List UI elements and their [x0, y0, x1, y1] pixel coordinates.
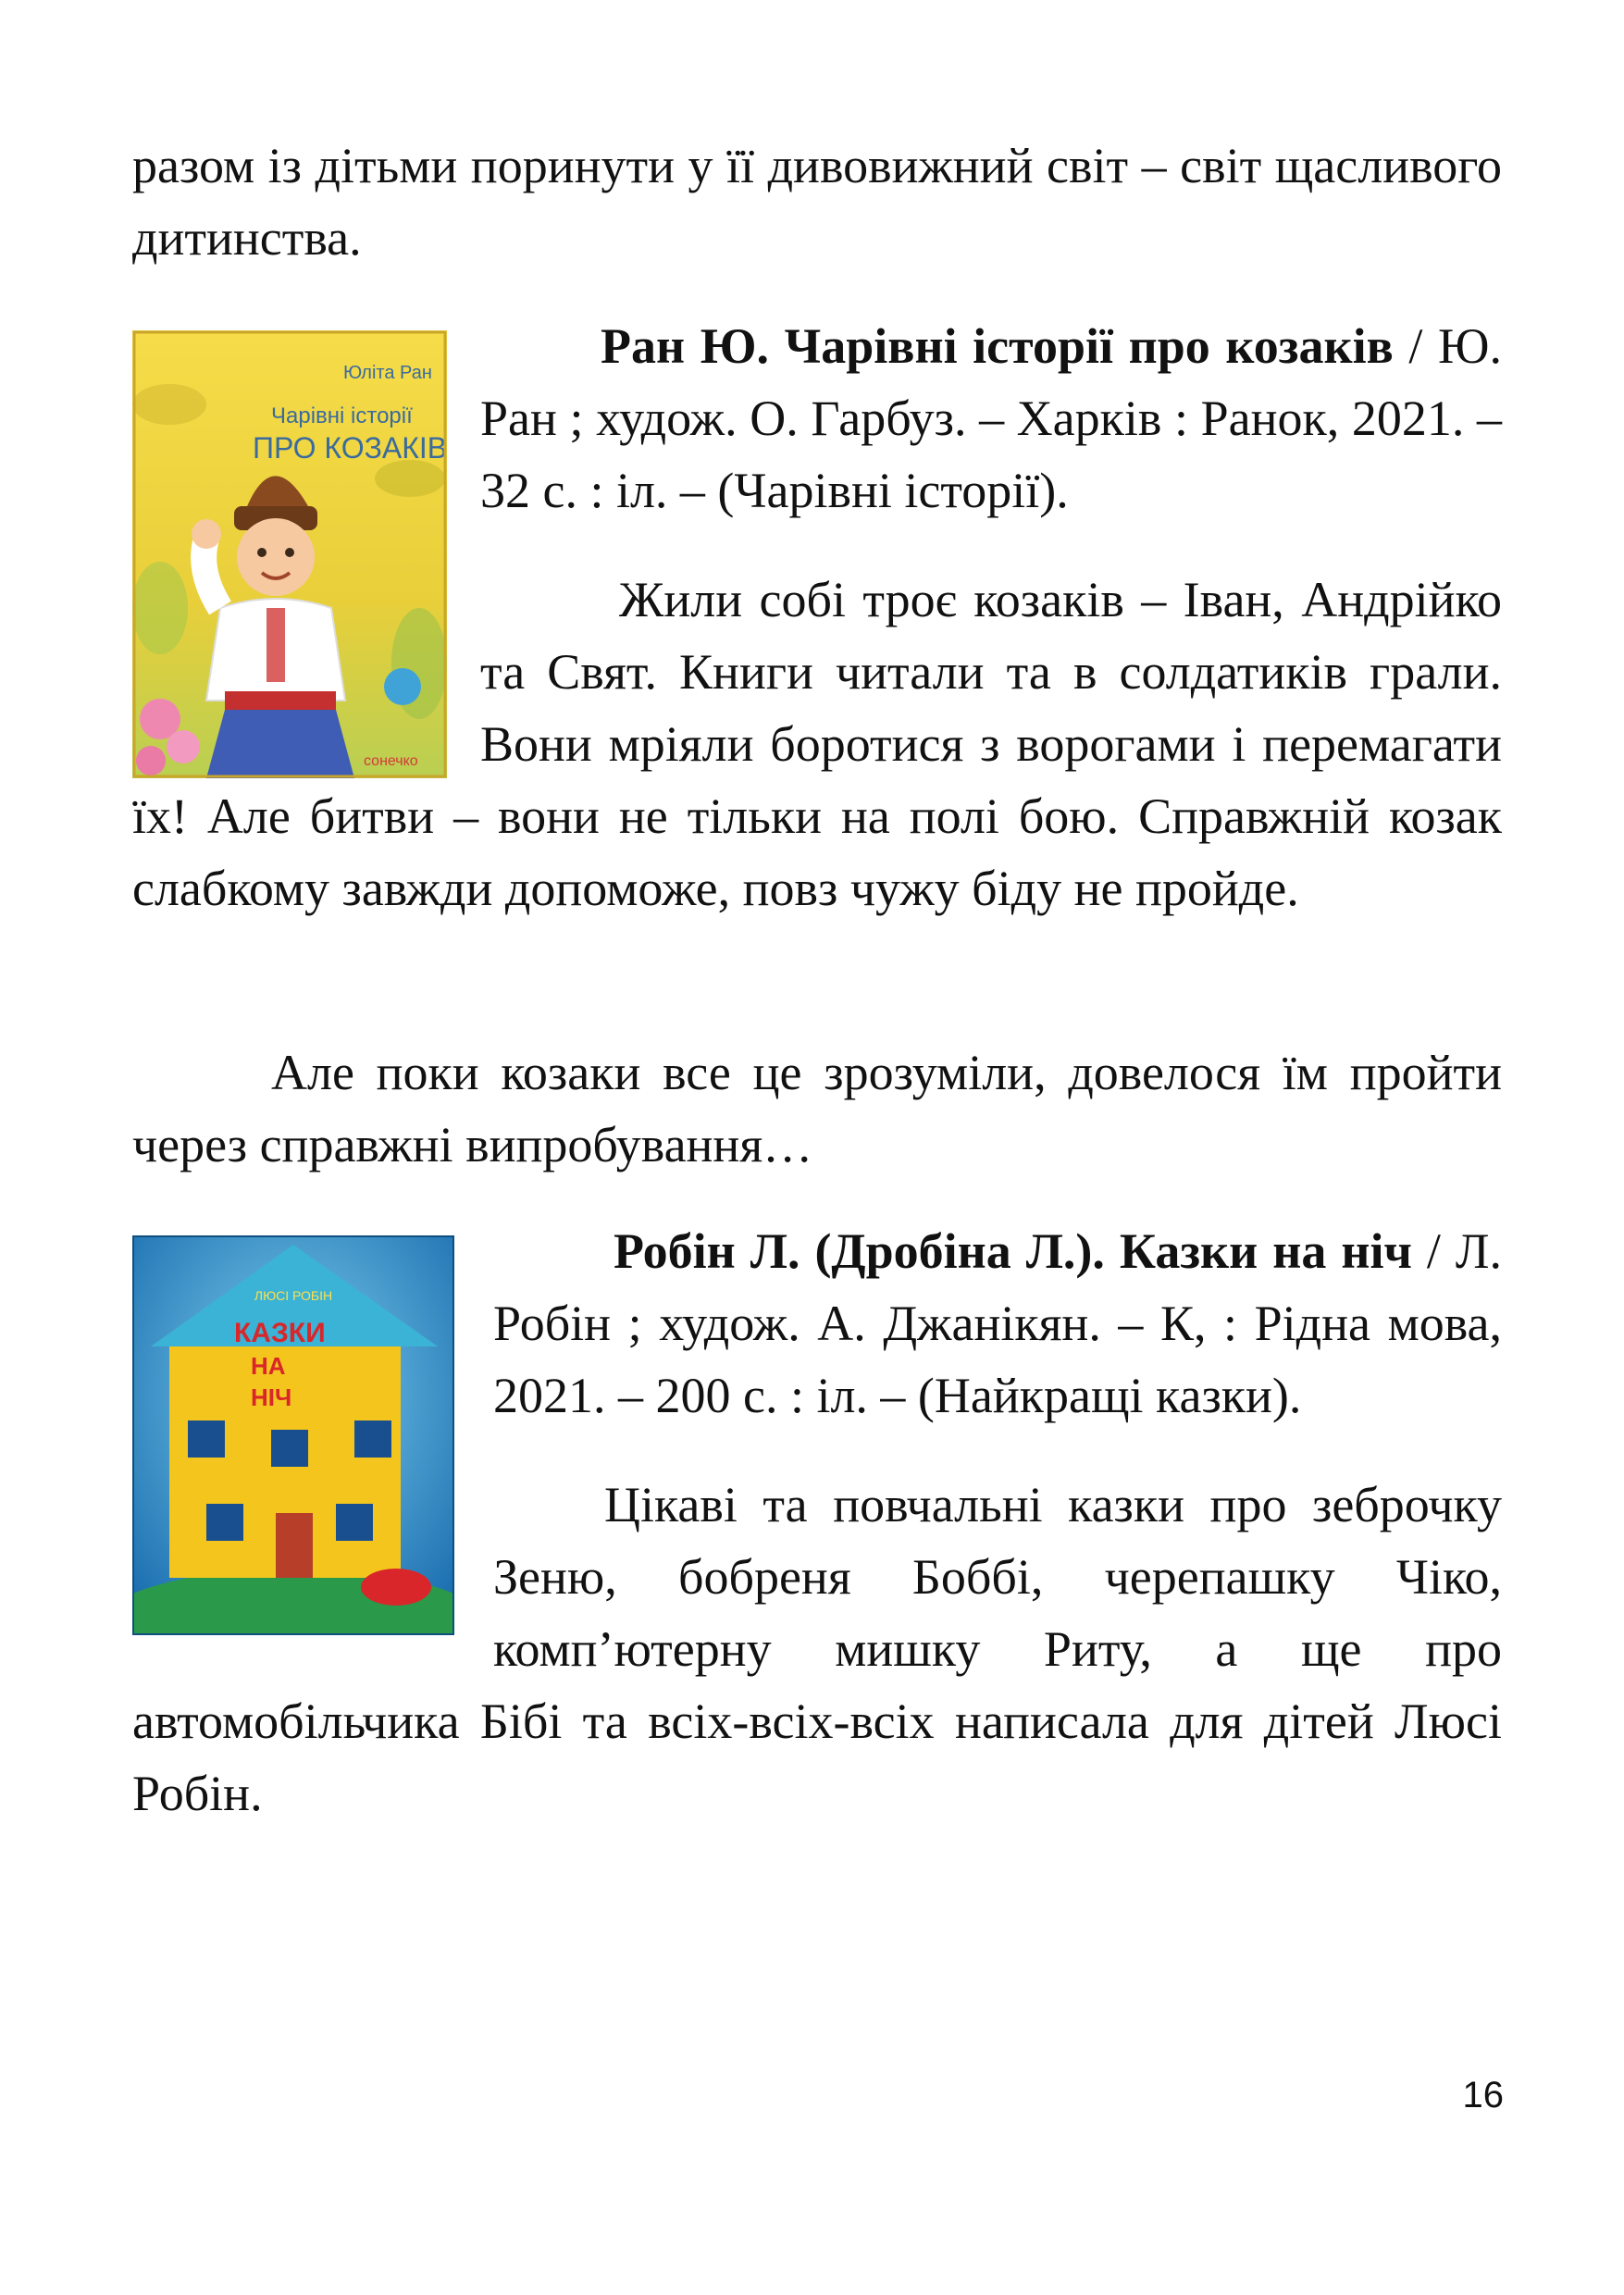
book-entry-1 [132, 310, 1502, 924]
bib-details-2: / Л. Робін ; худож. А. Джанікян. – К, : Рідна мова, 2021. – 200 с. : іл. – (Найкращі казки). [493, 1223, 1502, 1423]
annotation-1: Жили собі троє козаків – Іван, Андрійко та Свят. Книги читали та в солдатиків грали. Вони мріяли боротися з ворогами і перемагати їх! Але битви – вони не тільки на полі бою. Справжній козак слабкому завжди допоможе, повз чужу біду не пройде. [132, 572, 1502, 916]
svg-text:КАЗКИ: КАЗКИ [234, 1318, 326, 1348]
svg-text:ЛЮСІ РОБІН: ЛЮСІ РОБІН [254, 1288, 333, 1303]
page-number: 16 [1462, 2075, 1504, 2115]
book-entry-2 [132, 1215, 1502, 1830]
svg-text:ПРО КОЗАКІВ: ПРО КОЗАКІВ [253, 431, 447, 465]
svg-text:Чарівні історії: Чарівні історії [271, 403, 413, 428]
svg-text:НА: НА [251, 1352, 286, 1380]
svg-text:НІЧ: НІЧ [251, 1383, 292, 1411]
bib-author-title-1: Ран Ю. Чарівні історії про козаків [601, 318, 1394, 374]
book-cover-1 [132, 330, 447, 778]
bib-details-1: / Ю. Ран ; худож. О. Гарбуз. – Харків : Ранок, 2021. – 32 с. : іл. – (Чарівні історії). [480, 318, 1502, 518]
book-cover-2 [132, 1235, 454, 1635]
annotation-2: Цікаві та повчальні казки про зеброчку Зеню, бобреня Боббі, черепашку Чіко, комп’ютерну мишку Риту, а ще про автомобільчика Бібі та всіх-всіх-всіх написала для дітей Люсі Робін. [132, 1477, 1502, 1821]
svg-text:Юліта Ран: Юліта Ран [343, 363, 432, 383]
closing-paragraph: Але поки козаки все це зрозуміли, довелося їм пройти через справжні випробування… [132, 1045, 1502, 1172]
cover-illustration-cossack [132, 330, 447, 778]
svg-text:сонечко: сонечко [364, 753, 418, 769]
cover-illustration-house [132, 1235, 454, 1635]
intro-paragraph: разом із дітьми поринути у її дивовижний світ – світ щасливого дитинства. [132, 138, 1502, 266]
bib-author-title-2: Робін Л. (Дробіна Л.). Казки на ніч [614, 1223, 1412, 1279]
